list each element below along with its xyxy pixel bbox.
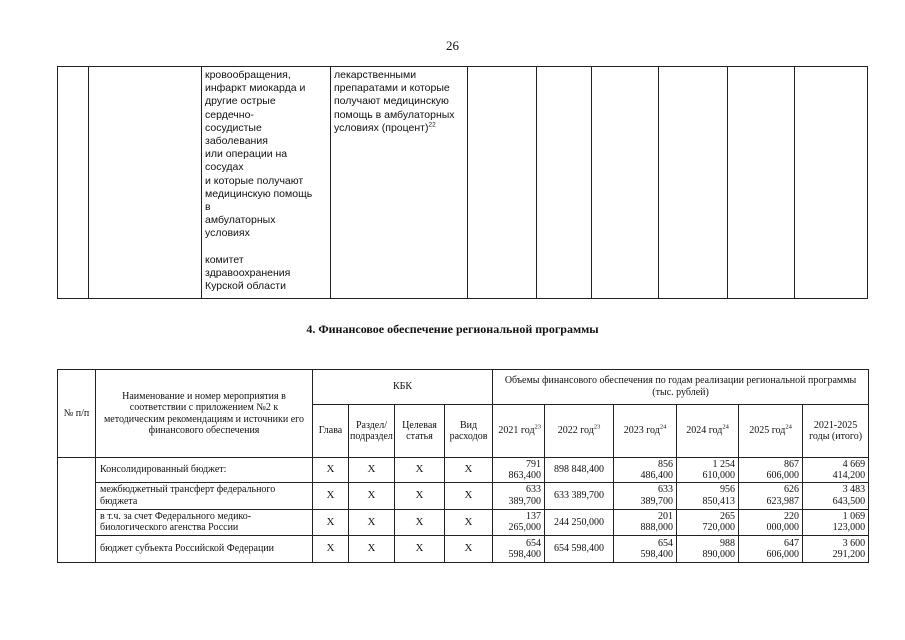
kbk-value: X [395,482,445,509]
description-line: в [205,201,211,214]
header-volumes: Объемы финансового обеспечения по годам реализации региональной программы (тыс. рублей) [493,370,869,405]
amount-part: 626 [784,484,800,496]
indicator-description-cell [202,67,331,299]
table-row [58,482,869,509]
cell-empty [795,67,868,299]
kbk-value: X [395,536,445,563]
amount-cell [739,458,803,483]
footnote-ref: 24 [659,424,667,431]
amount-part: 265 [720,510,736,522]
amount-part: 863,400 [508,470,542,482]
description-line: и которые получают [205,174,304,187]
header-year [493,404,545,457]
organization-line: здравоохранения [205,266,291,279]
year-label: 2021 год [498,425,535,437]
amount-cell [493,536,545,563]
header-num: № п/п [58,370,96,458]
amount-cell [614,536,677,563]
amount-part: 123,000 [832,522,866,534]
header-name: Наименование и номер мероприятия в соответствии с приложением №2 к методическим рекомендациям и источники его финансового обеспечения [96,370,313,458]
footnote-ref: 24 [785,424,792,431]
unit-line: лекарственными [334,69,417,81]
amount-cell [739,536,803,563]
amount-part: 291,200 [832,549,866,561]
kbk-value: X [395,458,445,483]
organization-line: Курской области [205,280,286,293]
header-kbk-col: Глава [313,404,349,457]
footnote-ref: 22 [428,121,436,129]
cell-empty [58,67,89,299]
amount-part: 643,500 [832,495,866,507]
kbk-value: X [445,482,493,509]
footnote-ref: 23 [534,424,542,431]
footnote-ref: 23 [593,424,601,431]
amount-cell [614,458,677,483]
row-name: межбюджетный трансферт федерального бюджета [96,482,313,509]
amount-part: 898 848,400 [554,464,605,476]
description-line: другие острые [205,95,276,108]
table-row [58,458,869,483]
year-label: 2024 год [686,425,723,437]
footnote-ref: 24 [722,424,729,431]
kbk-value: X [313,509,349,536]
page-number: 26 [446,38,459,53]
row-name: Консолидированный бюджет: [96,458,313,483]
amount-cell [545,536,614,563]
amount-part: 486,400 [640,470,674,482]
amount-part: 3 483 [842,484,866,496]
amount-part: 654 598,400 [554,543,605,555]
amount-part: 598,400 [640,549,674,561]
amount-cell [803,458,869,483]
amount-cell [739,482,803,509]
amount-part: 867 [784,458,800,470]
kbk-value: X [445,536,493,563]
amount-part: 1 254 [712,458,736,470]
row-name: в т.ч. за счет Федерального медико-биологического агенства России [96,509,313,536]
header-total: 2021-2025 годы (итого) [803,404,869,457]
cell-empty [728,67,795,299]
kbk-value: X [445,458,493,483]
unit-line: получают медицинскую [334,95,449,108]
amount-part: 389,700 [508,495,542,507]
amount-part: 890,000 [702,549,736,561]
amount-cell [545,458,614,483]
amount-part: 647 [784,537,800,549]
description-line: сердечно- [205,108,254,121]
amount-part: 850,413 [702,495,736,507]
amount-cell [614,509,677,536]
amount-part: 244 250,000 [554,516,605,528]
year-label: 2022 год [557,425,594,437]
header-year [545,404,614,457]
cell-empty [659,67,728,299]
description-line: заболевания [205,135,268,148]
description-line: или операции на [205,148,288,161]
header-kbk-col: Вид расходов [445,404,493,457]
table-row [58,509,869,536]
amount-part: 137 [526,510,542,522]
amount-part: 606,000 [766,470,800,482]
section-title: 4. Финансовое обеспечение региональной программы [306,322,599,336]
amount-part: 791 [526,458,542,470]
cell-empty [89,67,202,299]
description-line: сосудистые [205,121,262,134]
kbk-value: X [445,509,493,536]
amount-part: 220 [784,510,800,522]
header-kbk-col: Раздел/ подраздел [349,404,395,457]
description-line: условиях [205,227,250,240]
amount-part: 265,000 [508,522,542,534]
header-kbk-col: Целевая статья [395,404,445,457]
amount-cell [803,482,869,509]
kbk-value: X [349,458,395,483]
amount-part: 888,000 [640,522,674,534]
kbk-value: X [313,482,349,509]
continuation-table [57,66,868,299]
cell-empty [592,67,659,299]
amount-part: 633 [526,484,542,496]
cell-empty [537,67,592,299]
amount-part: 956 [720,484,736,496]
amount-part: 201 [658,510,674,522]
header-year [677,404,739,457]
description-line: амбулаторных [205,214,276,227]
kbk-value: X [349,536,395,563]
amount-part: 633 389,700 [554,489,605,501]
amount-part: 1 069 [842,510,866,522]
row-name: бюджет субъекта Российской Федерации [96,536,313,563]
amount-part: 720,000 [702,522,736,534]
kbk-value: X [349,482,395,509]
amount-part: 856 [658,458,674,470]
unit-line: помощь в амбулаторных [334,108,455,121]
spacer [205,241,327,254]
kbk-value: X [349,509,395,536]
amount-part: 606,000 [766,549,800,561]
amount-part: 414,200 [832,470,866,482]
header-year [739,404,803,457]
amount-part: 598,400 [508,549,542,561]
amount-cell [677,509,739,536]
unit-line: условиях (процент)$^{22}$ [334,121,436,134]
organization-line: комитет [205,253,244,266]
cell-empty [468,67,537,299]
amount-cell [545,482,614,509]
description-line: медицинскую помощь [205,187,313,200]
amount-part: 654 [658,537,674,549]
table-row [58,536,869,563]
amount-cell [803,536,869,563]
amount-cell [803,509,869,536]
amount-part: 610,000 [702,470,736,482]
year-label: 2025 год [749,425,786,437]
unit-line: препаратами и которые [334,82,450,95]
amount-cell [614,482,677,509]
amount-cell [677,482,739,509]
kbk-value: X [313,536,349,563]
amount-part: 988 [720,537,736,549]
amount-part: 000,000 [766,522,800,534]
amount-part: 4 669 [842,458,866,470]
amount-cell [493,482,545,509]
header-year [614,404,677,457]
description-line: сосудах [205,161,244,174]
amount-cell [493,458,545,483]
kbk-value: X [395,509,445,536]
amount-cell [545,509,614,536]
amount-part: 633 [658,484,674,496]
amount-part: 654 [526,537,542,549]
description-line: инфаркт миокарда и [205,82,306,95]
indicator-unit-cell [331,67,468,299]
year-label: 2023 год [623,425,660,437]
amount-part: 3 600 [842,537,866,549]
amount-cell [677,458,739,483]
amount-cell [493,509,545,536]
amount-part: 389,700 [640,495,674,507]
header-kbk: КБК [313,370,493,405]
amount-cell [739,509,803,536]
description-line: кровообращения, [205,69,291,81]
financing-table [57,369,869,563]
row-num-cell [58,458,96,563]
kbk-value: X [313,458,349,483]
amount-cell [677,536,739,563]
amount-part: 623,987 [766,495,800,507]
